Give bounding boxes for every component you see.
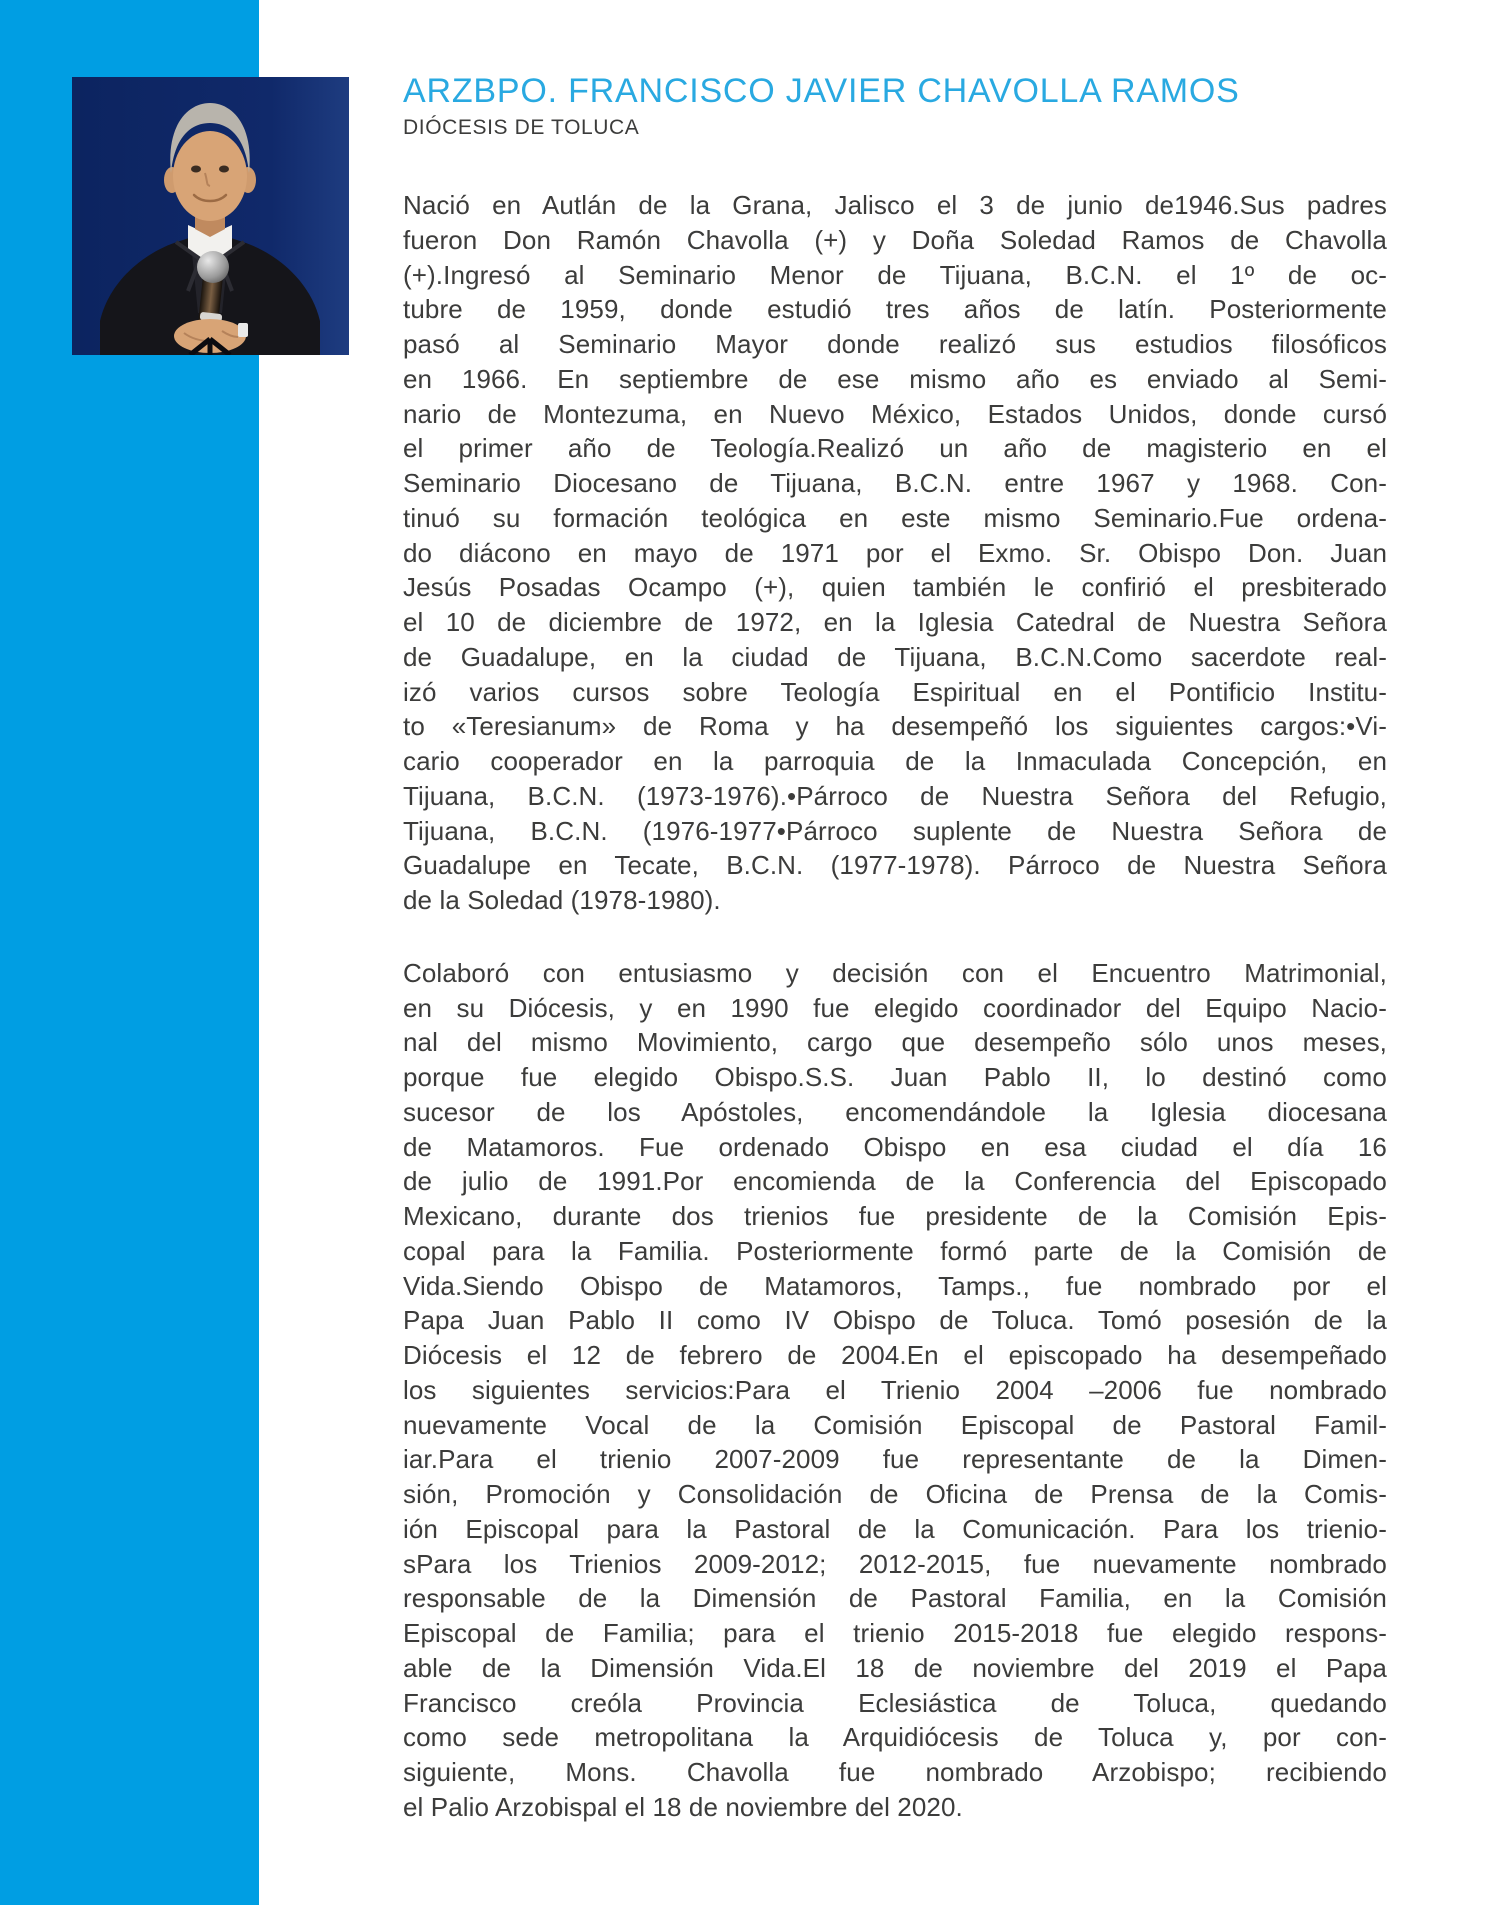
text-line: do diácono en mayo de 1971 por el Exmo. Sr. Obispo Don. Juan	[403, 537, 1387, 568]
text-line: tinuó su formación teológica en este mismo Seminario.Fue ordena-	[403, 502, 1387, 533]
microphone-head	[197, 251, 229, 283]
text-line: Francisco creóla Provincia Eclesiástica de Toluca, quedando	[403, 1687, 1387, 1718]
face	[173, 131, 247, 221]
text-line: el 10 de diciembre de 1972, en la Iglesia Catedral de Nuestra Señora	[403, 607, 1387, 637]
text-line: Nació en Autlán de la Grana, Jalisco el 3 de junio de1946.Sus padres	[403, 190, 1387, 220]
text-line: Diócesis el 12 de febrero de 2004.En el episcopado ha desempeñado	[403, 1340, 1387, 1370]
text-line: Colaboró con entusiasmo y decisión con el Encuentro Matrimonial,	[403, 957, 1387, 988]
text-line: Papa Juan Pablo II como IV Obispo de Toluca. Tomó posesión de la	[403, 1305, 1387, 1336]
text-line: en su Diócesis, y en 1990 fue elegido coordinador del Equipo Nacio-	[403, 992, 1387, 1023]
text-line: sPara los Trienios 2009-2012; 2012-2015, fue nuevamente nombrado	[403, 1548, 1387, 1579]
text-line: Tijuana, B.C.N. (1973-1976).•Párroco de Nuestra Señora del Refugio,	[403, 780, 1387, 811]
text-line: fueron Don Ramón Chavolla (+) y Doña Soledad Ramos de Chavolla	[403, 224, 1387, 255]
page-subtitle: DIÓCESIS DE TOLUCA	[403, 116, 640, 139]
biography-content	[403, 74, 1387, 1825]
text-line: el Palio Arzobispal el 18 de noviembre del 2020.	[403, 1791, 963, 1822]
text-line: izó varios cursos sobre Teología Espiritual en el Pontificio Institu-	[403, 676, 1387, 707]
text-line: to «Teresianum» de Roma y ha desempeñó los siguientes cargos:•Vi-	[403, 711, 1387, 742]
text-line: Seminario Diocesano de Tijuana, B.C.N. entre 1967 y 1968. Con-	[403, 468, 1387, 498]
text-line: los siguientes servicios:Para el Trienio 2004 –2006 fue nombrado	[403, 1374, 1387, 1405]
text-line: copal para la Familia. Posteriormente formó parte de la Comisión de	[403, 1235, 1387, 1266]
text-line: nario de Montezuma, en Nuevo México, Estados Unidos, donde cursó	[403, 398, 1387, 429]
text-line: iar.Para el trienio 2007-2009 fue representante de la Dimen-	[403, 1444, 1387, 1475]
text-line: como sede metropolitana la Arquidiócesis de Toluca y, por con-	[403, 1722, 1387, 1753]
text-line: ión Episcopal para la Pastoral de la Comunicación. Para los trienio-	[403, 1513, 1387, 1544]
page-title: ARZBPO. FRANCISCO JAVIER CHAVOLLA RAMOS	[403, 72, 1240, 110]
text-line: Vida.Siendo Obispo de Matamoros, Tamps., fue nombrado por el	[403, 1270, 1387, 1301]
text-line: responsable de la Dimensión de Pastoral Familia, en la Comisión	[403, 1583, 1387, 1614]
watch	[238, 323, 248, 337]
text-line: porque fue elegido Obispo.S.S. Juan Pablo II, lo destinó como	[403, 1062, 1387, 1092]
text-line: pasó al Seminario Mayor donde realizó sus estudios filosóficos	[403, 329, 1387, 359]
text-line: de Matamoros. Fue ordenado Obispo en esa ciudad el día 16	[403, 1131, 1387, 1162]
text-line: tubre de 1959, donde estudió tres años de latín. Posteriormente	[403, 294, 1387, 325]
portrait-photo	[72, 77, 349, 355]
biography-paragraph-2	[403, 956, 1387, 1825]
eye-right	[219, 166, 229, 173]
text-line: cario cooperador en la parroquia de la Inmaculada Concepción, en	[403, 746, 1387, 776]
text-line: de Guadalupe, en la ciudad de Tijuana, B.C.N.Como sacerdote real-	[403, 641, 1387, 672]
text-line: en 1966. En septiembre de ese mismo año es enviado al Semi-	[403, 363, 1387, 394]
biography-paragraph-1	[403, 188, 1387, 918]
text-line: sión, Promoción y Consolidación de Oficina de Prensa de la Comis-	[403, 1479, 1387, 1509]
text-line: nal del mismo Movimiento, cargo que desempeño sólo unos meses,	[403, 1027, 1387, 1058]
eye-left	[191, 166, 201, 173]
text-line: Mexicano, durante dos trienios fue presidente de la Comisión Epis-	[403, 1201, 1387, 1231]
text-line: able de la Dimensión Vida.El 18 de noviembre del 2019 el Papa	[403, 1652, 1387, 1683]
text-line: sucesor de los Apóstoles, encomendándole la Iglesia diocesana	[403, 1096, 1387, 1127]
text-line: Jesús Posadas Ocampo (+), quien también le confirió el presbiterado	[403, 572, 1387, 603]
text-line: Guadalupe en Tecate, B.C.N. (1977-1978). Párroco de Nuestra Señora	[403, 850, 1387, 881]
text-line: siguiente, Mons. Chavolla fue nombrado Arzobispo; recibiendo	[403, 1757, 1387, 1787]
portrait-illustration	[72, 77, 349, 355]
text-line: (+).Ingresó al Seminario Menor de Tijuana, B.C.N. el 1º de oc-	[403, 259, 1387, 290]
text-line: nuevamente Vocal de la Comisión Episcopal de Pastoral Famil-	[403, 1409, 1387, 1440]
text-line: de julio de 1991.Por encomienda de la Conferencia del Episcopado	[403, 1166, 1387, 1197]
text-line: Episcopal de Familia; para el trienio 2015-2018 fue elegido respons-	[403, 1618, 1387, 1648]
text-line: de la Soledad (1978-1980).	[403, 885, 721, 915]
text-line: Tijuana, B.C.N. (1976-1977•Párroco suplente de Nuestra Señora de	[403, 815, 1387, 846]
text-line: el primer año de Teología.Realizó un año de magisterio en el	[403, 433, 1387, 464]
